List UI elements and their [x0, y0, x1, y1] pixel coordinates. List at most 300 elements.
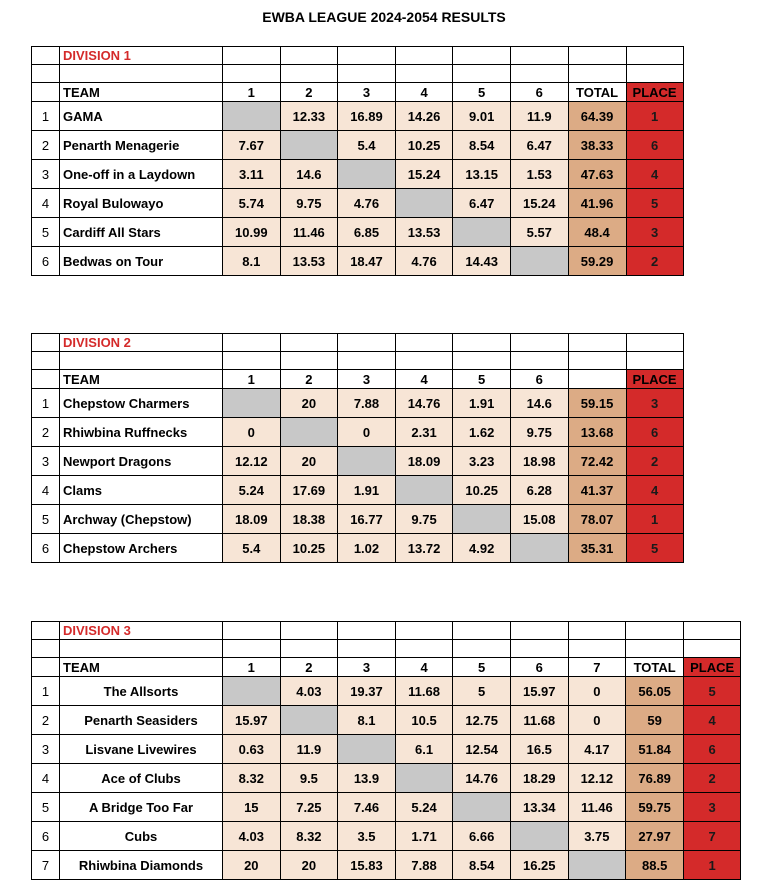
- row-number: 2: [32, 131, 60, 160]
- division-heading-row: [32, 622, 741, 640]
- score-cell: 16.89: [338, 102, 396, 131]
- place-header: PLACE: [684, 658, 741, 677]
- score-cell: 0: [338, 418, 396, 447]
- blank-cell: [280, 640, 338, 658]
- blank-cell: [626, 65, 683, 83]
- score-cell: 5.74: [223, 189, 281, 218]
- total-cell: 47.63: [568, 160, 626, 189]
- row-number: 3: [32, 447, 60, 476]
- score-cell: 5.24: [395, 793, 453, 822]
- score-cell: 7.88: [395, 851, 453, 880]
- score-cell: 15.97: [223, 706, 281, 735]
- blank-cell: [568, 352, 626, 370]
- score-cell: 4.76: [395, 247, 453, 276]
- score-cell: 18.47: [338, 247, 396, 276]
- self-match-cell: [223, 389, 281, 418]
- blank-cell: [32, 334, 60, 352]
- score-cell: 8.32: [223, 764, 281, 793]
- blank-cell: [338, 352, 396, 370]
- score-cell: 9.01: [453, 102, 511, 131]
- score-cell: 3.11: [223, 160, 281, 189]
- team-header: TEAM: [60, 658, 223, 677]
- total-cell: 13.68: [568, 418, 626, 447]
- blank-cell: [626, 334, 683, 352]
- division-name: DIVISION 1: [60, 47, 223, 65]
- place-header: PLACE: [626, 370, 683, 389]
- team-row: [32, 131, 684, 160]
- score-cell: 16.77: [338, 505, 396, 534]
- blank-cell: [395, 47, 453, 65]
- column-header: 3: [338, 658, 396, 677]
- row-number: 2: [32, 418, 60, 447]
- blank-cell: [568, 334, 626, 352]
- row-number: 4: [32, 764, 60, 793]
- self-match-cell: [395, 476, 453, 505]
- blank-cell: [32, 65, 60, 83]
- total-cell: 27.97: [626, 822, 684, 851]
- score-cell: 9.5: [280, 764, 338, 793]
- header-row: [32, 658, 741, 677]
- team-name: Cardiff All Stars: [60, 218, 223, 247]
- score-cell: 20: [280, 389, 338, 418]
- score-cell: 11.9: [280, 735, 338, 764]
- row-number: 1: [32, 389, 60, 418]
- total-cell: 59.29: [568, 247, 626, 276]
- score-cell: 4.17: [568, 735, 626, 764]
- place-cell: 3: [684, 793, 741, 822]
- place-cell: 1: [684, 851, 741, 880]
- score-cell: 20: [280, 447, 338, 476]
- score-cell: 13.53: [395, 218, 453, 247]
- blank-cell: [60, 640, 223, 658]
- score-cell: 16.5: [510, 735, 568, 764]
- division-2-table: [31, 333, 684, 563]
- row-number: 6: [32, 247, 60, 276]
- score-cell: 5.24: [223, 476, 281, 505]
- blank-cell: [395, 352, 453, 370]
- blank-cell: [32, 370, 60, 389]
- score-cell: 11.9: [510, 102, 568, 131]
- team-row: [32, 764, 741, 793]
- score-cell: 18.29: [510, 764, 568, 793]
- place-cell: 6: [684, 735, 741, 764]
- blank-cell: [510, 65, 568, 83]
- blank-cell: [626, 622, 684, 640]
- row-number: 6: [32, 534, 60, 563]
- column-header: 4: [395, 83, 453, 102]
- total-cell: 59: [626, 706, 684, 735]
- score-cell: 1.02: [338, 534, 396, 563]
- team-row: [32, 160, 684, 189]
- score-cell: 3.75: [568, 822, 626, 851]
- score-cell: 14.76: [395, 389, 453, 418]
- blank-cell: [32, 47, 60, 65]
- score-cell: 3.23: [453, 447, 511, 476]
- team-name: Chepstow Archers: [60, 534, 223, 563]
- team-name: Rhiwbina Diamonds: [60, 851, 223, 880]
- score-cell: 14.6: [510, 389, 568, 418]
- blank-cell: [32, 640, 60, 658]
- team-row: [32, 706, 741, 735]
- row-number: 2: [32, 706, 60, 735]
- division-heading-row: [32, 47, 684, 65]
- blank-cell: [223, 47, 281, 65]
- score-cell: 7.88: [338, 389, 396, 418]
- team-name: GAMA: [60, 102, 223, 131]
- blank-cell: [510, 352, 568, 370]
- blank-cell: [395, 640, 453, 658]
- row-number: 7: [32, 851, 60, 880]
- self-match-cell: [453, 505, 511, 534]
- team-row: [32, 102, 684, 131]
- score-cell: 15.83: [338, 851, 396, 880]
- column-header: 3: [338, 83, 396, 102]
- score-cell: 6.66: [453, 822, 511, 851]
- column-header: 1: [223, 658, 281, 677]
- score-cell: 1.91: [338, 476, 396, 505]
- score-cell: 0: [568, 706, 626, 735]
- header-row: [32, 83, 684, 102]
- column-header: 2: [280, 658, 338, 677]
- blank-cell: [568, 47, 626, 65]
- column-header: 1: [223, 370, 281, 389]
- spacer-row: [32, 65, 684, 83]
- total-cell: 59.75: [626, 793, 684, 822]
- column-header: 6: [510, 658, 568, 677]
- place-cell: 4: [684, 706, 741, 735]
- blank-cell: [510, 47, 568, 65]
- score-cell: 18.09: [223, 505, 281, 534]
- score-cell: 18.09: [395, 447, 453, 476]
- total-cell: 76.89: [626, 764, 684, 793]
- score-cell: 9.75: [510, 418, 568, 447]
- blank-cell: [395, 65, 453, 83]
- blank-cell: [338, 334, 396, 352]
- place-cell: 1: [626, 102, 683, 131]
- division-1-table: [31, 46, 684, 276]
- total-cell: 56.05: [626, 677, 684, 706]
- team-row: [32, 793, 741, 822]
- score-cell: 7.25: [280, 793, 338, 822]
- score-cell: 15.08: [510, 505, 568, 534]
- place-cell: 6: [626, 131, 683, 160]
- team-name: Archway (Chepstow): [60, 505, 223, 534]
- blank-cell: [60, 65, 223, 83]
- team-row: [32, 505, 684, 534]
- score-cell: 12.54: [453, 735, 511, 764]
- score-cell: 9.75: [280, 189, 338, 218]
- team-row: [32, 476, 684, 505]
- blank-cell: [223, 65, 281, 83]
- score-cell: 11.68: [510, 706, 568, 735]
- score-cell: 11.46: [568, 793, 626, 822]
- blank-cell: [223, 334, 281, 352]
- score-cell: 8.32: [280, 822, 338, 851]
- score-cell: 14.6: [280, 160, 338, 189]
- score-cell: 12.12: [223, 447, 281, 476]
- team-row: [32, 534, 684, 563]
- total-header: TOTAL: [626, 658, 684, 677]
- column-header: 6: [510, 370, 568, 389]
- row-number: 4: [32, 189, 60, 218]
- team-row: [32, 735, 741, 764]
- place-header: PLACE: [626, 83, 683, 102]
- score-cell: 1.71: [395, 822, 453, 851]
- column-header: 2: [280, 83, 338, 102]
- score-cell: 13.15: [453, 160, 511, 189]
- place-cell: 2: [626, 247, 683, 276]
- blank-cell: [395, 622, 453, 640]
- score-cell: 6.47: [453, 189, 511, 218]
- total-cell: 78.07: [568, 505, 626, 534]
- blank-cell: [510, 622, 568, 640]
- score-cell: 9.75: [395, 505, 453, 534]
- self-match-cell: [453, 218, 511, 247]
- column-header: 5: [453, 370, 511, 389]
- total-cell: 41.96: [568, 189, 626, 218]
- total-cell: 48.4: [568, 218, 626, 247]
- row-number: 1: [32, 102, 60, 131]
- score-cell: 13.34: [510, 793, 568, 822]
- score-cell: 7.46: [338, 793, 396, 822]
- column-header: 5: [453, 658, 511, 677]
- blank-cell: [338, 622, 396, 640]
- blank-cell: [338, 47, 396, 65]
- team-row: [32, 189, 684, 218]
- blank-cell: [453, 352, 511, 370]
- score-cell: 5.4: [338, 131, 396, 160]
- team-header: TEAM: [60, 83, 223, 102]
- score-cell: 0: [223, 418, 281, 447]
- total-cell: 38.33: [568, 131, 626, 160]
- blank-cell: [280, 334, 338, 352]
- blank-cell: [510, 334, 568, 352]
- row-number: 5: [32, 218, 60, 247]
- blank-cell: [684, 622, 741, 640]
- team-row: [32, 447, 684, 476]
- row-number: 5: [32, 793, 60, 822]
- spacer-row: [32, 640, 741, 658]
- column-header: 5: [453, 83, 511, 102]
- team-name: Lisvane Livewires: [60, 735, 223, 764]
- team-name: Royal Bulowayo: [60, 189, 223, 218]
- page-title: EWBA LEAGUE 2024-2054 RESULTS: [262, 9, 506, 25]
- score-cell: 15.24: [510, 189, 568, 218]
- team-name: Bedwas on Tour: [60, 247, 223, 276]
- score-cell: 17.69: [280, 476, 338, 505]
- self-match-cell: [223, 102, 281, 131]
- blank-cell: [453, 640, 511, 658]
- column-header: 4: [395, 370, 453, 389]
- blank-cell: [568, 622, 626, 640]
- team-row: [32, 677, 741, 706]
- blank-cell: [453, 334, 511, 352]
- score-cell: 18.38: [280, 505, 338, 534]
- row-number: 3: [32, 735, 60, 764]
- team-name: One-off in a Laydown: [60, 160, 223, 189]
- score-cell: 16.25: [510, 851, 568, 880]
- place-cell: 6: [626, 418, 683, 447]
- blank-cell: [626, 352, 683, 370]
- blank-cell: [684, 640, 741, 658]
- score-cell: 5.57: [510, 218, 568, 247]
- score-cell: 11.46: [280, 218, 338, 247]
- division-name: DIVISION 3: [60, 622, 223, 640]
- total-cell: 59.15: [568, 389, 626, 418]
- place-cell: 5: [626, 534, 683, 563]
- team-name: Clams: [60, 476, 223, 505]
- score-cell: 13.72: [395, 534, 453, 563]
- row-number: 4: [32, 476, 60, 505]
- score-cell: 10.99: [223, 218, 281, 247]
- blank-cell: [223, 640, 281, 658]
- score-cell: 6.47: [510, 131, 568, 160]
- score-cell: 1.62: [453, 418, 511, 447]
- score-cell: 1.53: [510, 160, 568, 189]
- division-heading-row: [32, 334, 684, 352]
- team-row: [32, 822, 741, 851]
- place-cell: 5: [684, 677, 741, 706]
- score-cell: 11.68: [395, 677, 453, 706]
- team-row: [32, 389, 684, 418]
- score-cell: 8.1: [223, 247, 281, 276]
- row-number: 1: [32, 677, 60, 706]
- score-cell: 19.37: [338, 677, 396, 706]
- division-name: DIVISION 2: [60, 334, 223, 352]
- blank-cell: [510, 640, 568, 658]
- total-cell: 41.37: [568, 476, 626, 505]
- blank-cell: [453, 622, 511, 640]
- score-cell: 12.75: [453, 706, 511, 735]
- blank-cell: [223, 352, 281, 370]
- total-cell: 72.42: [568, 447, 626, 476]
- place-cell: 3: [626, 389, 683, 418]
- blank-cell: [626, 47, 683, 65]
- self-match-cell: [510, 534, 568, 563]
- place-cell: 5: [626, 189, 683, 218]
- team-name: Penarth Seasiders: [60, 706, 223, 735]
- blank-cell: [280, 47, 338, 65]
- blank-cell: [453, 47, 511, 65]
- blank-cell: [32, 622, 60, 640]
- self-match-cell: [280, 418, 338, 447]
- score-cell: 10.25: [453, 476, 511, 505]
- score-cell: 6.1: [395, 735, 453, 764]
- blank-cell: [60, 352, 223, 370]
- column-header: 2: [280, 370, 338, 389]
- score-cell: 6.28: [510, 476, 568, 505]
- blank-cell: [32, 352, 60, 370]
- score-cell: 0.63: [223, 735, 281, 764]
- blank-cell: [338, 640, 396, 658]
- score-cell: 1.91: [453, 389, 511, 418]
- blank-cell: [280, 622, 338, 640]
- blank-cell: [453, 65, 511, 83]
- blank-cell: [280, 352, 338, 370]
- total-header: TOTAL: [568, 83, 626, 102]
- team-header: TEAM: [60, 370, 223, 389]
- blank-cell: [32, 83, 60, 102]
- blank-cell: [223, 622, 281, 640]
- blank-cell: [280, 65, 338, 83]
- self-match-cell: [510, 822, 568, 851]
- place-cell: 4: [626, 160, 683, 189]
- self-match-cell: [510, 247, 568, 276]
- column-header: 1: [223, 83, 281, 102]
- score-cell: 13.9: [338, 764, 396, 793]
- team-name: Penarth Menagerie: [60, 131, 223, 160]
- blank-cell: [568, 640, 626, 658]
- place-cell: 2: [684, 764, 741, 793]
- self-match-cell: [338, 735, 396, 764]
- place-cell: 4: [626, 476, 683, 505]
- team-name: The Allsorts: [60, 677, 223, 706]
- score-cell: 4.92: [453, 534, 511, 563]
- team-row: [32, 418, 684, 447]
- total-header: [568, 370, 626, 389]
- score-cell: 10.25: [395, 131, 453, 160]
- score-cell: 5.4: [223, 534, 281, 563]
- score-cell: 8.54: [453, 851, 511, 880]
- team-name: Chepstow Charmers: [60, 389, 223, 418]
- row-number: 6: [32, 822, 60, 851]
- self-match-cell: [453, 793, 511, 822]
- self-match-cell: [280, 706, 338, 735]
- total-cell: 88.5: [626, 851, 684, 880]
- place-cell: 7: [684, 822, 741, 851]
- self-match-cell: [338, 160, 396, 189]
- score-cell: 15.24: [395, 160, 453, 189]
- score-cell: 12.12: [568, 764, 626, 793]
- blank-cell: [338, 65, 396, 83]
- division-3-table: [31, 621, 741, 880]
- score-cell: 15: [223, 793, 281, 822]
- blank-cell: [568, 65, 626, 83]
- total-cell: 51.84: [626, 735, 684, 764]
- place-cell: 3: [626, 218, 683, 247]
- total-cell: 64.39: [568, 102, 626, 131]
- team-name: Rhiwbina Ruffnecks: [60, 418, 223, 447]
- self-match-cell: [280, 131, 338, 160]
- score-cell: 4.76: [338, 189, 396, 218]
- score-cell: 2.31: [395, 418, 453, 447]
- column-header: 3: [338, 370, 396, 389]
- header-row: [32, 370, 684, 389]
- team-row: [32, 851, 741, 880]
- score-cell: 18.98: [510, 447, 568, 476]
- score-cell: 3.5: [338, 822, 396, 851]
- row-number: 3: [32, 160, 60, 189]
- total-cell: 35.31: [568, 534, 626, 563]
- score-cell: 13.53: [280, 247, 338, 276]
- score-cell: 12.33: [280, 102, 338, 131]
- team-name: Ace of Clubs: [60, 764, 223, 793]
- team-row: [32, 218, 684, 247]
- row-number: 5: [32, 505, 60, 534]
- score-cell: 15.97: [510, 677, 568, 706]
- team-name: Cubs: [60, 822, 223, 851]
- score-cell: 8.1: [338, 706, 396, 735]
- place-cell: 1: [626, 505, 683, 534]
- score-cell: 6.85: [338, 218, 396, 247]
- column-header: 7: [568, 658, 626, 677]
- score-cell: 14.43: [453, 247, 511, 276]
- column-header: 4: [395, 658, 453, 677]
- score-cell: 20: [280, 851, 338, 880]
- self-match-cell: [223, 677, 281, 706]
- score-cell: 4.03: [280, 677, 338, 706]
- score-cell: 8.54: [453, 131, 511, 160]
